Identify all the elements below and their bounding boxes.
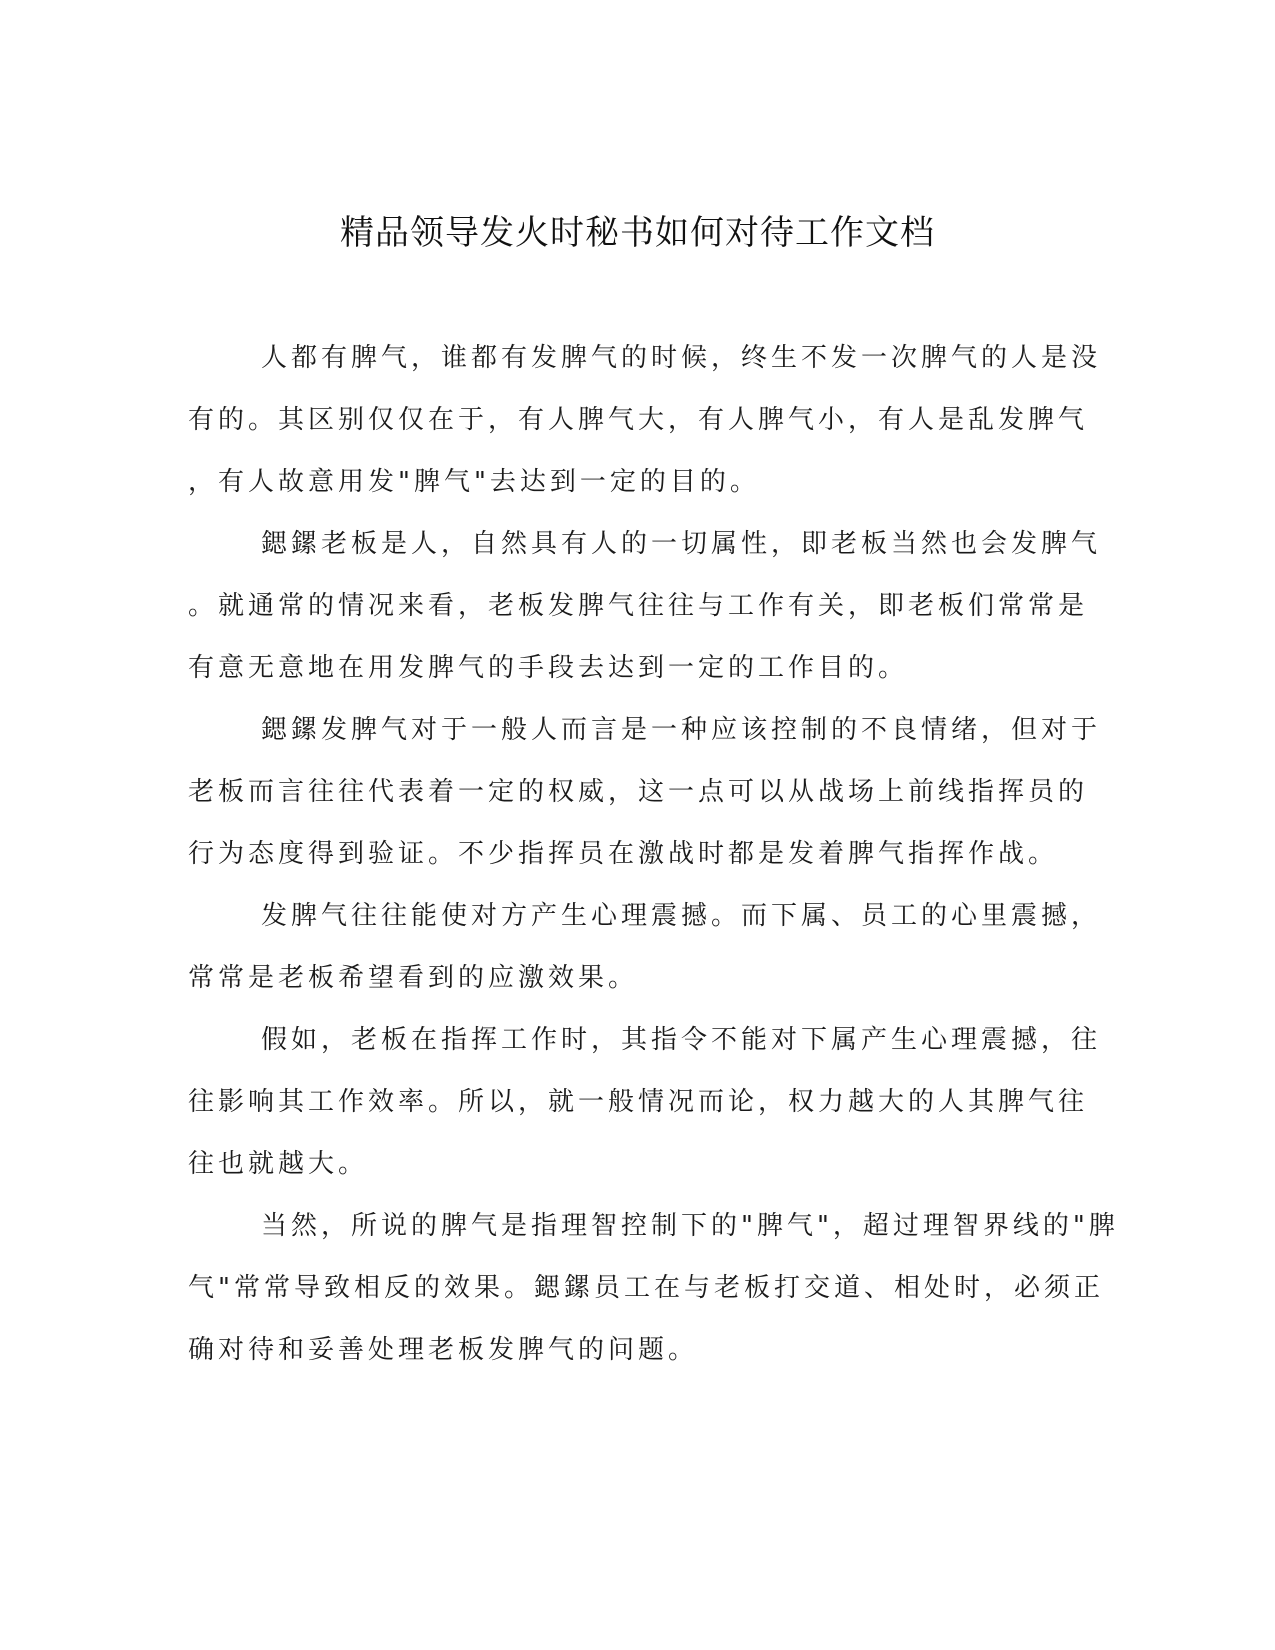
paragraph-line: 当然，所说的脾气是指理智控制下的"脾气"，超过理智界线的"脾 xyxy=(261,1211,1119,1241)
paragraph-line: 有意无意地在用发脾气的手段去达到一定的工作目的。 xyxy=(188,653,909,683)
paragraph xyxy=(188,513,1102,699)
paragraph xyxy=(188,1195,1119,1381)
paragraph-line: 常常是老板希望看到的应激效果。 xyxy=(188,963,639,993)
paragraph-line: 老板而言往往代表着一定的权威，这一点可以从战场上前线指挥员的 xyxy=(188,777,1089,807)
paragraph-line: 人都有脾气，谁都有发脾气的时候，终生不发一次脾气的人是没 xyxy=(261,343,1102,373)
paragraph-line: ，有人故意用发"脾气"去达到一定的目的。 xyxy=(188,467,760,497)
paragraph xyxy=(188,699,1102,885)
document-title: 精品领导发火时秘书如何对待工作文档 xyxy=(340,213,935,253)
document-body xyxy=(188,327,1119,1381)
paragraph-line: 确对待和妥善处理老板发脾气的问题。 xyxy=(188,1335,699,1365)
paragraph xyxy=(188,327,1102,513)
paragraph-line: 假如，老板在指挥工作时，其指令不能对下属产生心理震撼，往 xyxy=(261,1025,1102,1055)
paragraph-line: 行为态度得到验证。不少指挥员在激战时都是发着脾气指挥作战。 xyxy=(188,839,1059,869)
paragraph xyxy=(188,1009,1102,1195)
paragraph xyxy=(188,885,1102,1009)
paragraph-line: 往也就越大。 xyxy=(188,1149,369,1179)
paragraph-line: 鍶鏍老板是人，自然具有人的一切属性，即老板当然也会发脾气 xyxy=(261,529,1102,559)
paragraph-line: 气"常常导致相反的效果。鍶鏍员工在与老板打交道、相处时，必须正 xyxy=(188,1273,1104,1303)
paragraph-line: 发脾气往往能使对方产生心理震撼。而下属、员工的心里震撼， xyxy=(261,901,1102,931)
paragraph-line: 。就通常的情况来看，老板发脾气往往与工作有关，即老板们常常是 xyxy=(188,591,1089,621)
paragraph-line: 往影响其工作效率。所以，就一般情况而论，权力越大的人其脾气往 xyxy=(188,1087,1089,1117)
paragraph-line: 鍶鏍发脾气对于一般人而言是一种应该控制的不良情绪，但对于 xyxy=(261,715,1102,745)
paragraph-line: 有的。其区别仅仅在于，有人脾气大，有人脾气小，有人是乱发脾气 xyxy=(188,405,1089,435)
